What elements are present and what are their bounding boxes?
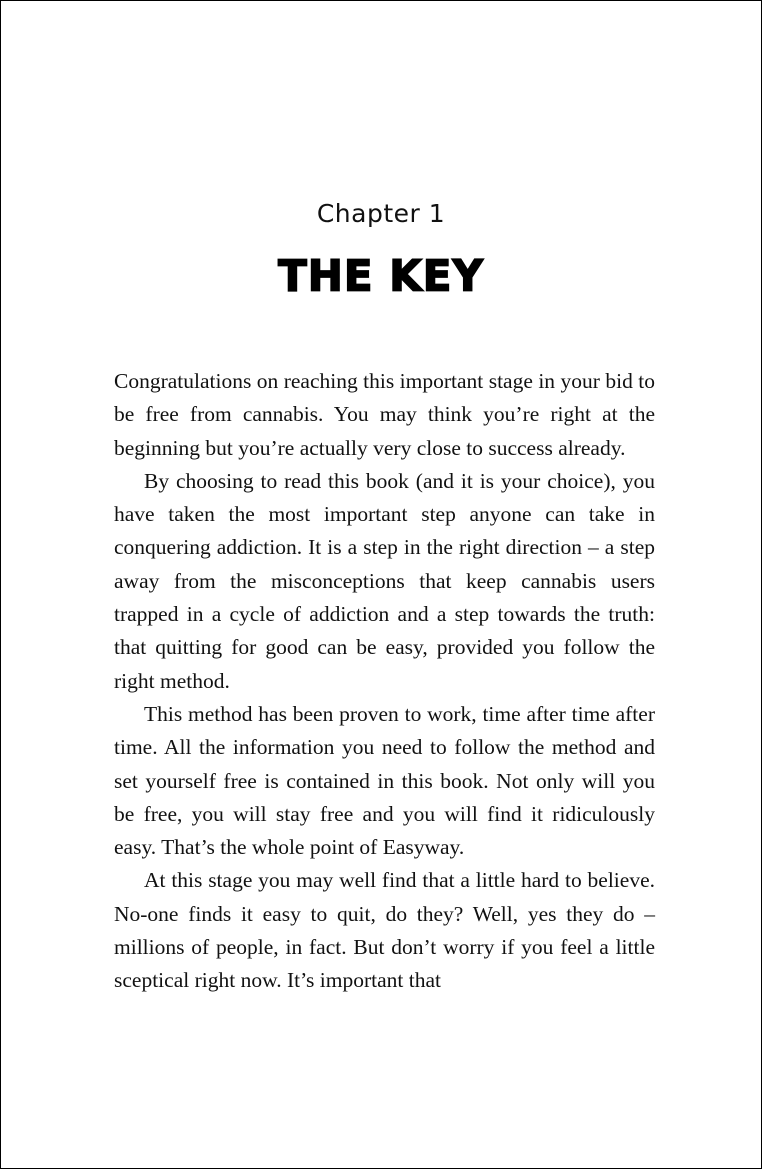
paragraph-2: By choosing to read this book (and it is your choice), you have taken the most important step anyone can take in conquering addiction. It is a step in the right direction – a step away from the misconceptions that keep cannabis users trapped in a cycle of addiction and a step towards the truth: that quitting for good can be easy, provided you follow the right method. [114,468,655,693]
paragraph-4: At this stage you may well find that a little hard to believe. No-one finds it easy to quit, do they? Well, yes they do – millions of people, in fact. But don’t worry if you feel a little sceptical right now. It’s important that [114,868,655,993]
paragraph-3: This method has been proven to work, time after time after time. All the information you need to follow the method and set yourself free is contained in this book. Not only will you be free, you will stay free and you will find it ridiculously easy. That’s the whole point of Easyway. [114,701,655,860]
chapter-title: THE KEY [278,250,484,301]
paragraph-1: Congratulations on reaching this important stage in your bid to be free from cannabis. You may think you’re right at the beginning but you’re actually very close to success already. [114,369,655,460]
chapter-label: Chapter 1 [316,199,446,228]
chapter-body [114,365,655,998]
